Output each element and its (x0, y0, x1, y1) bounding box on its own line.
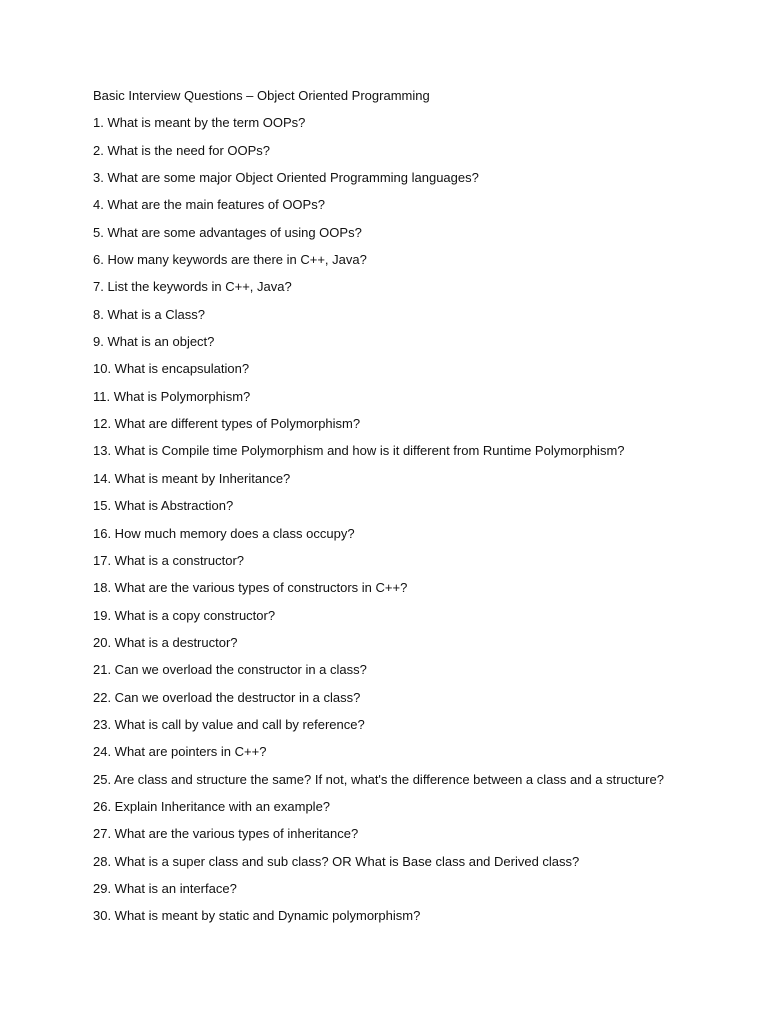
question-item: 6. How many keywords are there in C++, Java? (93, 252, 367, 268)
question-item: 21. Can we overload the constructor in a class? (93, 662, 367, 678)
question-item: 5. What are some advantages of using OOPs? (93, 224, 362, 240)
question-item: 30. What is meant by static and Dynamic polymorphism? (93, 908, 421, 924)
question-item: 2. What is the need for OOPs? (93, 142, 271, 158)
question-item: 8. What is a Class? (93, 306, 205, 322)
question-item: 15. What is Abstraction? (93, 498, 234, 514)
question-item: 22. Can we overload the destructor in a class? (93, 689, 361, 705)
question-item: 23. What is call by value and call by reference? (93, 716, 365, 732)
question-item: 11. What is Polymorphism? (93, 388, 251, 404)
question-item: 7. List the keywords in C++, Java? (93, 279, 292, 295)
question-item: 4. What are the main features of OOPs? (93, 197, 325, 213)
question-item: 13. What is Compile time Polymorphism and how is it different from Runtime Polymorphism? (93, 443, 625, 459)
question-item: 9. What is an object? (93, 334, 215, 350)
question-item: 14. What is meant by Inheritance? (93, 470, 291, 486)
question-item: 26. Explain Inheritance with an example? (93, 798, 331, 814)
question-item: 18. What are the various types of constructors in C++? (93, 580, 408, 596)
question-item: 24. What are pointers in C++? (93, 744, 267, 760)
document-title: Basic Interview Questions – Object Oriented Programming (93, 88, 430, 103)
question-item: 3. What are some major Object Oriented Programming languages? (93, 170, 479, 186)
question-item: 1. What is meant by the term OOPs? (93, 115, 306, 131)
question-item: 27. What are the various types of inheritance? (93, 826, 359, 842)
question-item: 19. What is a copy constructor? (93, 607, 276, 623)
question-item: 28. What is a super class and sub class? OR What is Base class and Derived class? (93, 853, 580, 869)
question-item: 12. What are different types of Polymorphism? (93, 416, 361, 432)
question-item: 16. How much memory does a class occupy? (93, 525, 355, 541)
question-item: 17. What is a constructor? (93, 552, 245, 568)
document-content (93, 87, 733, 935)
question-item: 10. What is encapsulation? (93, 361, 250, 377)
question-item: 29. What is an interface? (93, 880, 237, 896)
question-item: 20. What is a destructor? (93, 634, 238, 650)
question-item: 25. Are class and structure the same? If not, what's the difference between a class and a structure? (93, 771, 664, 787)
